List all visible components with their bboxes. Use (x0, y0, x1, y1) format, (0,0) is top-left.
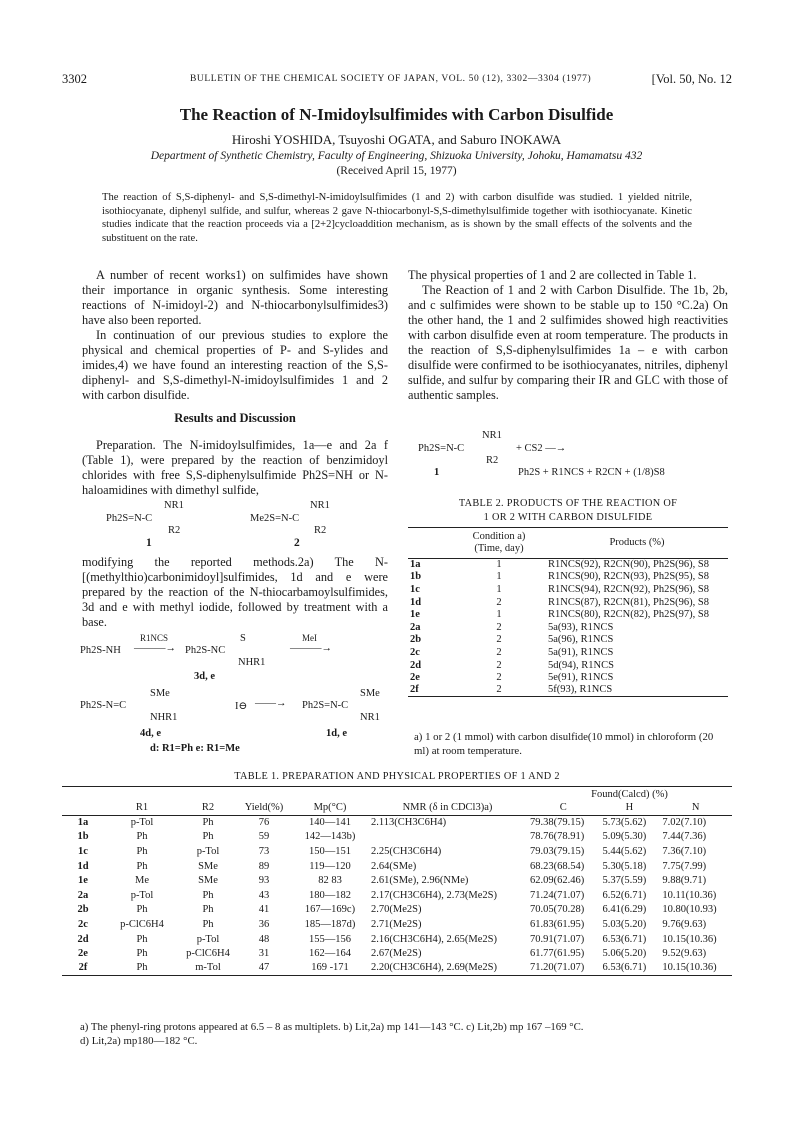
abstract: The reaction of S,S-diphenyl- and S,S-dimethyl-N-imidoylsulfimides (1 and 2) with carbon disulfide was studied. 1 yielded nitrile, isothiocyanate, diphenyl sulfide, and sulfur, whereas 2 gave N-thiocarbonyl-S,S-dimethylsulfimide together with isothiocyanate. Kinetic studies indicate that the reaction proceeds via a [2+2]cycloaddition mechanism, as is shown by the small effects of the solvents and the substituent on the rate. (102, 192, 692, 244)
scheme-2: Ph2S-N=C SMe NHR1 I⊖ ——→ Ph2S=N-C SMe NR1 4d, e 1d, e (80, 688, 380, 739)
table-row (408, 583, 728, 596)
compound-cell: 2e (410, 672, 420, 684)
table-cell: p-ClC6H4 (120, 918, 164, 930)
compound-cell: 2c (78, 918, 88, 930)
table-cell: 59 (258, 831, 270, 843)
compound-cell: 1b (77, 831, 89, 843)
table-cell: 2 (496, 634, 502, 646)
table-cell: 48 (258, 933, 270, 945)
table-row (62, 888, 732, 903)
table-cell: 5a(96), R1NCS (548, 634, 614, 646)
table-cell: R1NCS(94), R2CN(92), Ph2S(96), S8 (548, 583, 710, 595)
table-cell: 2.61(SMe), 2.96(NMe) (371, 875, 469, 887)
table-cell: 140—141 (309, 817, 351, 829)
table-cell: m-Tol (195, 962, 221, 974)
table-cell: Ph (136, 845, 148, 857)
table-cell: SMe (198, 875, 218, 887)
table-row (408, 608, 728, 621)
table-2-header: Condition a) (Time, day) Products (%) (472, 530, 665, 554)
compound-cell: 2b (77, 904, 89, 916)
table-cell: 2.20(CH3C6H4), 2.69(Me2S) (371, 962, 497, 974)
table-cell: 5a(93), R1NCS (548, 621, 614, 633)
table-cell: 5.37(5.59) (602, 875, 647, 887)
table-cell: Me (135, 875, 149, 887)
table-cell: 9.52(9.63) (662, 948, 707, 960)
table-cell: 5f(93), R1NCS (548, 684, 613, 696)
table-row (62, 830, 732, 845)
table-cell: 70.05(70.28) (529, 904, 585, 916)
table-cell: R1NCS(80), R2CN(82), Ph2S(97), S8 (548, 609, 710, 621)
page-number: 3302 (62, 72, 87, 86)
compound-cell: 1b (410, 571, 422, 583)
running-header (62, 72, 732, 86)
table-cell: 68.23(68.54) (529, 860, 585, 872)
table-cell: 62.09(62.46) (529, 875, 585, 887)
table-cell: 167—169c) (304, 904, 356, 916)
table-cell: 10.80(10.93) (662, 904, 717, 916)
table-cell: 73 (258, 845, 270, 857)
table-row (408, 659, 728, 672)
compound-cell: 1c (410, 583, 420, 595)
journal-citation: BULLETIN OF THE CHEMICAL SOCIETY OF JAPAN, VOL. 50 (12), 3302—3304 (1977) (190, 74, 592, 84)
table-cell: 5.09(5.30) (602, 831, 647, 843)
table-cell: Ph (202, 817, 214, 829)
table-cell: 7.75(7.99) (662, 860, 707, 872)
right-paragraph-1: The physical properties of 1 and 2 are collected in Table 1. (408, 268, 697, 282)
table-cell: p-Tol (196, 845, 220, 857)
table-row (408, 646, 728, 659)
table-cell: 162—164 (309, 948, 351, 960)
compound-cell: 2e (78, 948, 88, 960)
table-cell: Ph (136, 860, 148, 872)
table-cell: 5.06(5.20) (602, 948, 647, 960)
substituent-legend: d: R1=Ph e: R1=Me (150, 743, 240, 754)
table-cell: 7.44(7.36) (662, 831, 707, 843)
table-cell: 155—156 (309, 933, 351, 945)
table-2-caption: TABLE 2. PRODUCTS OF THE REACTION OF (458, 498, 678, 509)
table-cell: 142—143b) (304, 831, 356, 843)
table-cell: 41 (258, 904, 270, 916)
table-row (62, 917, 732, 932)
compound-cell: 2b (410, 634, 422, 646)
table-2-footnote: a) 1 or 2 (1 mmol) with carbon disulfide(10 mmol) in chloroform (20 ml) at room temperature. (414, 731, 714, 757)
table-cell: 10.11(10.36) (662, 889, 717, 901)
table-cell: R1NCS(92), R2CN(90), Ph2S(96), S8 (548, 559, 710, 571)
table-cell: 2.64(SMe) (371, 860, 417, 872)
structure-1: NR1 Ph2S=N-C R2 1 (106, 500, 184, 549)
table-row (62, 932, 732, 947)
table-cell: 5.44(5.62) (602, 845, 647, 857)
table-cell: 79.38(79.15) (529, 817, 585, 829)
compound-cell: 1a (410, 559, 421, 571)
compound-cell: 2a (410, 621, 421, 633)
arrow-3: ——→ (255, 698, 287, 709)
reaction-scheme: NR1 Ph2S=N-C R2 + CS2 —→ 1 Ph2S + R1NCS + R2CN + (1/8)S8 (418, 430, 665, 478)
table-cell: 36 (258, 918, 270, 930)
table-2-caption-2: 1 OR 2 WITH CARBON DISULFIDE (483, 512, 653, 523)
table-cell: 7.02(7.10) (662, 817, 707, 829)
table-cell: Ph (202, 904, 214, 916)
preparation-text (82, 438, 388, 498)
table-cell: 43 (258, 889, 270, 901)
table-cell: 119—120 (309, 860, 351, 872)
table-cell: 5e(91), R1NCS (548, 672, 614, 684)
table-cell: 2 (496, 672, 502, 684)
methylthio-paragraph: modifying the reported methods.2a) The N-[(methylthio)carbonimidoyl]sulfimides, 1d and e were prepared by the reaction of the N-thiocarbamoylsulfimides, 3d and e with methyl iodide, followed by treatment with a base. (82, 555, 388, 629)
table-cell: 7.36(7.10) (662, 845, 707, 857)
table-row (62, 815, 732, 830)
table-cell: Ph (202, 889, 214, 901)
table-cell: 5a(91), R1NCS (548, 646, 614, 658)
table-cell: 185—187d) (304, 918, 356, 930)
table-cell: 2.70(Me2S) (371, 904, 422, 916)
table-cell: 6.53(6.71) (602, 962, 647, 974)
table-cell: 2 (496, 621, 502, 633)
table-cell: 2 (496, 596, 502, 608)
compound-cell: 1d (77, 860, 89, 872)
table-cell: p-Tol (130, 889, 154, 901)
table-cell: 150—151 (309, 845, 351, 857)
table-cell: p-Tol (196, 933, 220, 945)
table-cell: 2.71(Me2S) (371, 918, 422, 930)
compound-cell: 1d (410, 596, 422, 608)
table-2-body (408, 558, 728, 697)
table-cell: R1NCS(87), R2CN(81), Ph2S(96), S8 (548, 596, 710, 608)
table-cell: 71.20(71.07) (529, 962, 585, 974)
table-cell: 6.53(6.71) (602, 933, 647, 945)
intro-paragraph-2: In continuation of our previous studies to explore the physical and chemical properties of P- and S-ylides and imides,4) we have found an interesting reaction of the S,S-diphenyl- and S,S-dimethyl-N-imidoylsulfimides 1 and 2 with carbon disulfide. (82, 328, 388, 402)
table-cell: SMe (198, 860, 218, 872)
table-cell: 76 (258, 817, 270, 829)
compound-cell: 2c (410, 646, 420, 658)
table-cell: 5.30(5.18) (602, 860, 647, 872)
table-cell: 82 83 (318, 875, 342, 887)
affiliation: Department of Synthetic Chemistry, Faculty of Engineering, Shizuoka University, Johoku, Hamamatsu 432 (150, 150, 643, 162)
arrow-1: ———→ (134, 643, 176, 654)
volume-label: [Vol. 50, No. 12 (651, 72, 732, 86)
table-cell: 9.76(9.63) (662, 918, 707, 930)
table-cell: 5.73(5.62) (602, 817, 647, 829)
table-cell: 70.91(71.07) (529, 933, 585, 945)
table-cell: 31 (258, 948, 270, 960)
table-row (408, 671, 728, 684)
table-cell: Ph (136, 933, 148, 945)
intro-text (82, 268, 388, 403)
table-row (62, 946, 732, 961)
table-cell: 180—182 (309, 889, 351, 901)
table-cell: Ph (136, 962, 148, 974)
table-cell: 79.03(79.15) (529, 845, 585, 857)
table-cell (368, 830, 527, 845)
table-row (62, 844, 732, 859)
table-cell: 5d(94), R1NCS (548, 659, 614, 671)
table-2 (408, 528, 728, 697)
table-cell: 10.15(10.36) (662, 962, 717, 974)
table-cell: 1 (496, 583, 502, 595)
table-row (408, 634, 728, 647)
table-cell: 61.83(61.95) (529, 918, 585, 930)
table-cell: 6.41(6.29) (602, 904, 647, 916)
table-cell: 2.113(CH3C6H4) (371, 817, 447, 829)
table-row (62, 873, 732, 888)
table-cell: 47 (258, 962, 270, 974)
table-cell: 93 (258, 875, 270, 887)
table-cell: Ph (202, 831, 214, 843)
table-cell: 2.16(CH3C6H4), 2.65(Me2S) (371, 933, 497, 945)
table-cell: Ph (136, 904, 148, 916)
table-cell: Ph (202, 918, 214, 930)
table-row (62, 961, 732, 976)
table-cell: 2 (496, 684, 502, 696)
table-cell: 2 (496, 646, 502, 658)
table-cell: 2.67(Me2S) (371, 948, 422, 960)
scheme-1: Ph2S-NH R1NCS ———→ Ph2S-NC S NHR1 MeI ———→ 3d, e (80, 633, 332, 682)
author-list: Hiroshi YOSHIDA, Tsuyoshi OGATA, and Saburo INOKAWA (231, 132, 562, 147)
arrow-2: ———→ (290, 643, 332, 654)
table-1-footnote-2: d) Lit,2a) mp180—182 °C. (80, 1035, 198, 1047)
table-cell: 10.15(10.36) (662, 933, 717, 945)
compound-cell: 2f (410, 684, 419, 696)
right-paragraph-2: The Reaction of 1 and 2 with Carbon Disulfide. The 1b, 2b, and c sulfimides were shown to be stable up to 150 °C.2a) On the other hand, the 1 and 2 sulfimides showed high reactivities with carbon disulfide even at room temperature. The products in the reaction of S,S-diphenylsulfimides 1a – e with carbon disulfide were confirmed to be isothiocyanates, nitriles, diphenyl sulfide, and sulfur by comparing their IR and GLC with those of authentic samples. (408, 283, 728, 402)
table-1-caption: TABLE 1. PREPARATION AND PHYSICAL PROPERTIES OF 1 AND 2 (234, 771, 560, 782)
compound-cell: 1c (78, 845, 88, 857)
table-1-header: R1 R2 Yield(%) Mp(°C) NMR (δ in CDCl3)a) C H N (135, 802, 700, 814)
table-row (408, 558, 728, 571)
table-cell: 2.25(CH3C6H4) (371, 845, 442, 857)
intro-paragraph-1: A number of recent works1) on sulfimides have shown their importance in organic synthesis. Some interesting reactions of N-imidoyl-2) and N-thiocarbonylsulfimides3) have also been reported. (82, 268, 388, 327)
right-text (408, 268, 728, 403)
table-cell: R1NCS(90), R2CN(93), Ph2S(95), S8 (548, 571, 710, 583)
compound-cell: 2d (410, 659, 422, 671)
table-cell: 61.77(61.95) (529, 948, 585, 960)
table-cell: p-Tol (130, 817, 154, 829)
table-cell: 1 (496, 571, 502, 583)
compound-cell: 2f (78, 962, 88, 974)
table-cell: 6.52(6.71) (602, 889, 647, 901)
compound-cell: 1a (77, 817, 89, 829)
table-cell: 169 -171 (311, 962, 349, 974)
table-cell: 78.76(78.91) (529, 831, 585, 843)
table-cell: 5.03(5.20) (602, 918, 647, 930)
structure-2: NR1 Me2S=N-C R2 2 (250, 500, 330, 549)
table-cell: p-ClC6H4 (186, 948, 230, 960)
table-row (408, 684, 728, 697)
received-date: (Received April 15, 1977) (336, 165, 457, 177)
methylthio-text (82, 555, 388, 630)
table-cell: 1 (496, 609, 502, 621)
compound-cell: 2a (77, 889, 89, 901)
table-cell: 89 (258, 860, 270, 872)
compound-cell: 2d (77, 933, 89, 945)
table-cell: 2.17(CH3C6H4), 2.73(Me2S) (371, 889, 497, 901)
table-row (62, 859, 732, 874)
table-row (408, 571, 728, 584)
table-1-footnote-1: a) The phenyl-ring protons appeared at 6.5 – 8 as multiplets. b) Lit,2a) mp 141—143 °C. c) Lit,2b) mp 167 –169 °C. (80, 1021, 584, 1033)
compound-cell: 1e (78, 875, 88, 887)
table-1: Found(Calcd) (%) R1 R2 Yield(%) Mp(°C) NMR (δ in CDCl3)a) C H N 1a p-Tol Ph 76 140—141 2.113(CH3C6H4) 79.38(79.15) 5.73(5.62) 7.02(7.10) 1b Ph Ph 59 142—143b) 78.76(78.91) 5.09(5.30) 7.44(7.36) 1c Ph p-Tol 73 150—151 2.25(CH3C6H4) 79.03(79.15) 5.44(5.62) 7.36(7.10) 1d Ph SMe 89 119—120 2.64(SMe) 68.23(68.54) 5.30(5.18) 7.75(7.99) 1e Me SMe 93 82 83 2.61(SMe), 2.96(NMe) 62.09(62.46) 5.37(5.59) 9.88(9.71) 2a p-Tol Ph 43 180—182 2.17(CH3C6H4), 2.73(Me2S) 71.24(71.07) 6.52(6.71) 10.11(10.36) 2b Ph Ph 41 167—169c) 2.70(Me2S) 70.05(70.28) 6.41(6.29) 10.80(10.93) 2c p-ClC6H4 Ph 36 185—187d) 2.71(Me2S) 61.83(61.95) 5.03(5.20) 9.76(9.63) 2d Ph p-Tol 48 155—156 2.16(CH3C6H4), 2.65(Me2S) 70.91(71.07) 6.53(6.71) 10.15(10.36) 2e Ph p-ClC6H4 31 162—164 2.67(Me2S) 61.77(61.95) 5.06(5.20) 9.52(9.63) 2f Ph m-Tol 47 169 -171 2.20(CH3C6H4), 2.69(Me2S) 71.20(71.07) 6.53(6.71) 10.15(10.36) (62, 787, 732, 976)
table-cell: 1 (496, 559, 502, 571)
paper-title: The Reaction of N-Imidoylsulfimides with Carbon Disulfide (179, 105, 614, 124)
table-1-body (62, 815, 732, 976)
preparation-paragraph: Preparation. The N-imidoylsulfimides, 1a—e and 2a f (Table 1), were prepared by the reaction of benzimidoyl chlorides with free S,S-diphenylsulfimide Ph2S=NH or N-haloamidines with dimethyl sulfide, (82, 438, 388, 497)
table-row (408, 596, 728, 609)
table-row (62, 903, 732, 918)
table-cell: Ph (136, 831, 148, 843)
table-cell: 71.24(71.07) (529, 889, 585, 901)
compound-cell: 1e (410, 609, 420, 621)
table-cell: 2 (496, 659, 502, 671)
table-cell: 9.88(9.71) (662, 875, 707, 887)
table-cell: Ph (136, 948, 148, 960)
section-heading: Results and Discussion (174, 411, 296, 425)
table-row (408, 621, 728, 634)
